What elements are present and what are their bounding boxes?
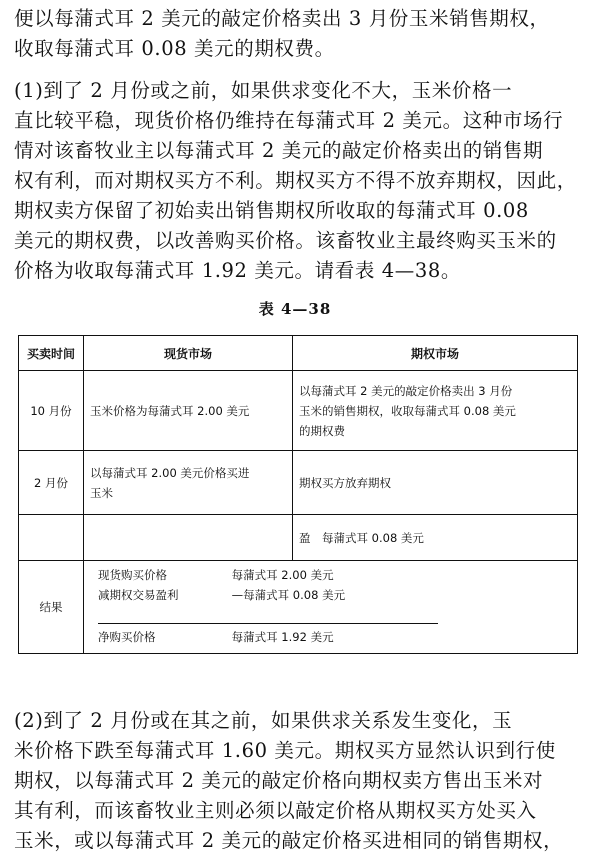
cell-line: 的期权费 <box>299 423 345 438</box>
cell-spot <box>84 451 293 515</box>
intro-paragraph <box>14 4 580 64</box>
result-item-label: 减期权交易盈利 <box>98 588 179 602</box>
cell-option <box>293 371 578 451</box>
cell-line: 期权买方放弃期权 <box>299 475 391 490</box>
text-line: 情对该畜牧业主以每蒲式耳 2 美元的敲定价格卖出的销售期 <box>14 139 544 162</box>
result-row <box>19 561 578 654</box>
text-line: 收取每蒲式耳 0.08 美元的期权费。 <box>14 37 335 60</box>
table-row <box>19 515 578 561</box>
cell-line: 玉米的销售期权，收取每蒲式耳 0.08 美元 <box>299 403 516 418</box>
cell-result <box>84 561 578 654</box>
result-item <box>98 587 345 603</box>
result-item-label: 现货购买价格 <box>98 568 167 582</box>
text-line: 便以每蒲式耳 2 美元的敲定价格卖出 3 月份玉米销售期权， <box>14 7 550 30</box>
result-item <box>98 567 334 583</box>
cell-line: 玉米 <box>90 485 113 500</box>
cell-line: 以每蒲式耳 2 美元的敲定价格卖出 3 月份 <box>299 383 513 398</box>
result-item <box>98 629 334 645</box>
cell-line: 盈 每蒲式耳 0.08 美元 <box>299 530 424 545</box>
table-row <box>19 371 578 451</box>
result-item-value: —每蒲式耳 0.08 美元 <box>231 588 346 602</box>
paragraph-1 <box>14 76 580 286</box>
text-line: 期权，以每蒲式耳 2 美元的敲定价格向期权卖方售出玉米对 <box>14 769 544 792</box>
cell-spot <box>84 515 293 561</box>
cell-spot <box>84 371 293 451</box>
text-line: 玉米，或以每蒲式耳 2 美元的敲定价格买进相同的销售期权， <box>14 829 564 852</box>
text-line: 美元的期权费，以改善购买价格。该畜牧业主最终购买玉米的 <box>14 229 557 252</box>
cell-option <box>293 515 578 561</box>
text-line: 其有利，而该畜牧业主则必须以敲定价格从期权买方处买入 <box>14 799 537 822</box>
text-line: 米价格下跌至每蒲式耳 1.60 美元。期权买方显然认识到行使 <box>14 739 556 762</box>
text-line: 价格为收取每蒲式耳 1.92 美元。请看表 4—38。 <box>14 259 461 282</box>
sum-rule <box>98 623 438 624</box>
result-item-value: 每蒲式耳 2.00 美元 <box>231 568 334 582</box>
table-header-row <box>19 336 578 371</box>
header-time: 买卖时间 <box>19 336 84 371</box>
cell-option <box>293 451 578 515</box>
cell-line: 以每蒲式耳 2.00 美元价格买进 <box>90 465 250 480</box>
result-summary <box>90 565 571 649</box>
paragraph-2 <box>14 706 580 856</box>
transaction-table <box>18 335 578 654</box>
table-row <box>19 451 578 515</box>
cell-time <box>19 515 84 561</box>
cell-line: 玉米价格为每蒲式耳 2.00 美元 <box>90 403 250 418</box>
text-line: (1)到了 2 月份或之前，如果供求变化不大，玉米价格一 <box>14 79 513 102</box>
header-spot-market: 现货市场 <box>84 336 293 371</box>
text-line: 权有利，而对期权买方不利。期权买方不得不放弃期权，因此， <box>14 169 577 192</box>
text-line: 期权卖方保留了初始卖出销售期权所收取的每蒲式耳 0.08 <box>14 199 529 222</box>
cell-time: 10 月份 <box>19 371 84 451</box>
table-caption: 表 4—38 <box>258 300 332 318</box>
header-option-market: 期权市场 <box>293 336 578 371</box>
cell-result-label: 结果 <box>19 561 84 654</box>
cell-time: 2 月份 <box>19 451 84 515</box>
text-line: (2)到了 2 月份或在其之前，如果供求关系发生变化，玉 <box>14 709 513 732</box>
result-item-value: 每蒲式耳 1.92 美元 <box>231 630 334 644</box>
text-line: 直比较平稳，现货价格仍维持在每蒲式耳 2 美元。这种市场行 <box>14 109 564 132</box>
result-item-label: 净购买价格 <box>98 630 156 644</box>
